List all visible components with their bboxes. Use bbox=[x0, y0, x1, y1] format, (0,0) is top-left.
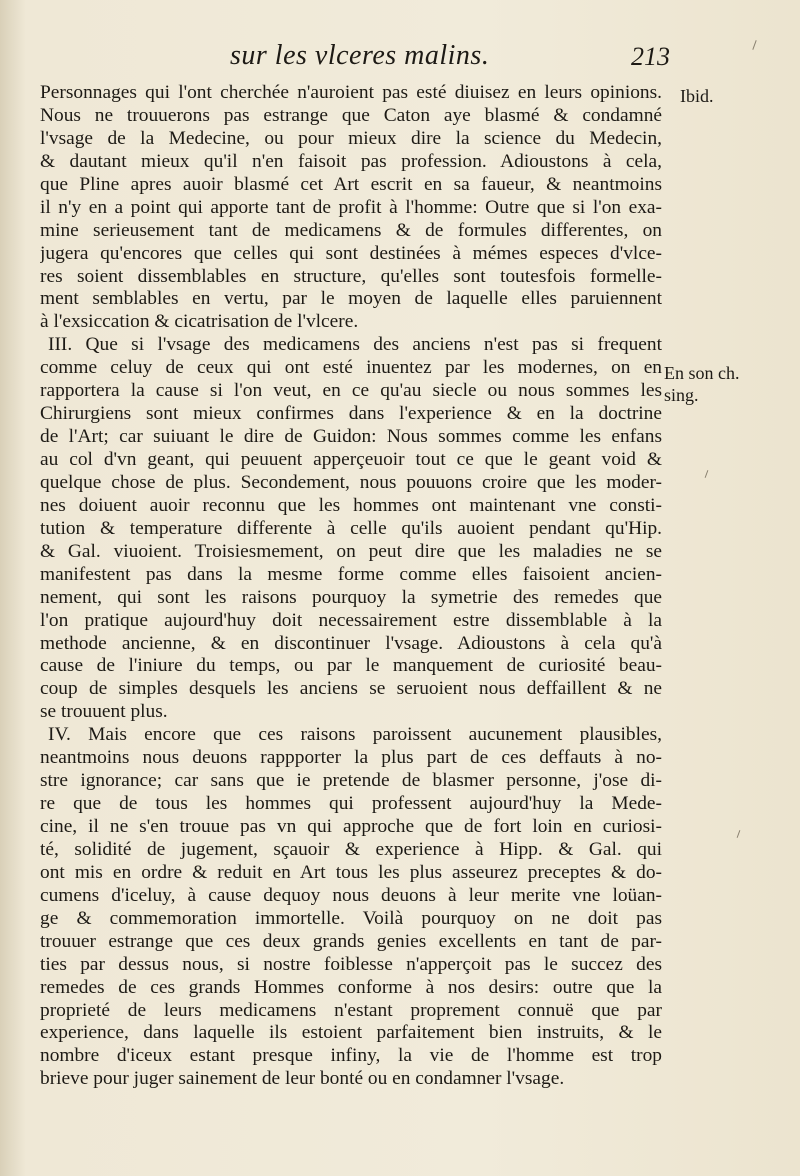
margin-note-en-son-ch bbox=[664, 362, 740, 406]
text-line: l'vsage de la Medecine, ou pour mieux dire la science du Medecin, bbox=[40, 127, 662, 149]
text-line: à l'exsiccation & cicatrisation de l'vlcere. bbox=[40, 311, 359, 333]
text-line: Personnages qui l'ont cherchée n'auroient pas esté diuisez en leurs opinions. bbox=[40, 82, 662, 103]
text-line: III. Que si l'vsage des medicamens des anciens n'est pas si frequent bbox=[48, 334, 662, 356]
text-line: il n'y en a point qui apporte tant de profit à l'homme: Outre que si l'on exa- bbox=[40, 196, 662, 218]
text-line: brieve pour juger sainement de leur bonté ou en condamner l'vsage. bbox=[40, 1068, 565, 1090]
margin-note-ibid: Ibid. bbox=[680, 86, 714, 106]
text-line: ties par dessus nous, si nostre foiblesse n'apperçoit pas le succez des bbox=[40, 953, 662, 975]
text-line: ont mis en ordre & reduit en Art tous les plus asseurez preceptes & do- bbox=[40, 861, 662, 883]
paper-speck bbox=[705, 470, 709, 478]
text-line: proprieté de leurs medicamens n'estant proprement connuë que par bbox=[40, 999, 662, 1021]
text-line: IV. Mais encore que ces raisons paroissent aucunement plausibles, bbox=[48, 724, 662, 746]
text-line: cine, il ne s'en trouue pas vn qui approche que de fort loin en curiosi- bbox=[40, 816, 662, 837]
text-line: nes doiuent auoir reconnu que les hommes ont maintenant vne consti- bbox=[40, 494, 662, 516]
margin-note-line: sing. bbox=[664, 385, 699, 405]
text-line: experience, dans laquelle ils estoient parfaitement bien instruits, & le bbox=[40, 1022, 662, 1044]
text-line: té, solidité de jugement, sçauoir & experience à Hipp. & Gal. qui bbox=[40, 838, 662, 860]
text-line: manifestent pas dans la mesme forme comme elles faisoient ancien- bbox=[40, 563, 662, 585]
text-line: tution & temperature differente à celle qu'ils auoient pendant qu'Hip. bbox=[40, 517, 662, 539]
text-line: cumens d'iceluy, à cause dequoy nous deuons à leur merite vne loüan- bbox=[40, 884, 662, 906]
text-line: nement, qui sont les raisons pourquoy la symetrie des remedes que bbox=[40, 586, 662, 608]
text-line: stre ignorance; car sans que ie pretende de blasmer personne, j'ose di- bbox=[40, 770, 662, 792]
text-line: l'on pratique aujourd'huy doit necessairement estre dissemblable à la bbox=[40, 609, 662, 631]
text-line: mine serieusement tant de medicamens & de formules differentes, on bbox=[40, 219, 662, 241]
text-line: remedes de ces grands Hommes conforme à nos desirs: outre que la bbox=[40, 976, 662, 998]
text-line: quelque chose de plus. Secondement, nous pouuons croire que les moder- bbox=[40, 471, 662, 493]
text-line: & dautant mieux qu'il n'en faisoit pas profession. Adioustons à cela, bbox=[40, 150, 662, 172]
text-line: que Pline apres auoir blasmé cet Art escrit en sa faueur, & neantmoins bbox=[40, 173, 662, 195]
text-line: res soient dissemblables en structure, qu'elles sont toutesfois formelle- bbox=[40, 265, 662, 287]
text-line: & Gal. viuoient. Troisiesmement, on peut dire que les maladies ne se bbox=[40, 540, 662, 562]
text-line: au col d'vn geant, qui peuuent apperçeuoir tout ce que le geant void & bbox=[40, 449, 662, 470]
text-line: methode ancienne, & en discontinuer l'vsage. Adioustons à cela qu'à bbox=[40, 632, 662, 654]
text-line: jugera qu'encores que celles qui sont destinées à mémes especes d'vlce- bbox=[40, 242, 662, 264]
text-line: nombre d'iceux estant presque infiny, la vie de l'homme est trop bbox=[40, 1045, 662, 1067]
text-line: trouuer estrange que ces deux grands genies excellents en tant de par- bbox=[40, 930, 662, 952]
page-number: 213 bbox=[631, 42, 670, 71]
text-line: rapportera la cause si l'on veut, en ce qu'au siecle ou nous sommes les bbox=[40, 380, 662, 402]
margin-note-line: En son ch. bbox=[664, 363, 740, 383]
text-line: comme celuy de ceux qui ont esté inuentez par les modernes, on en bbox=[40, 357, 662, 379]
text-line: coup de simples desquels les anciens se seruoient nous deffaillent & ne bbox=[40, 678, 662, 700]
text-line: Nous ne trouuerons pas estrange que Caton aye blasmé & condamné bbox=[40, 104, 662, 126]
text-line: Chirurgiens sont mieux confirmes dans l'experience & en la doctrine bbox=[40, 403, 662, 425]
text-line: se trouuent plus. bbox=[40, 701, 168, 723]
page-header bbox=[230, 40, 670, 80]
text-line: neantmoins nous deuons rappporter la plus part de ces deffauts à no- bbox=[40, 747, 662, 769]
body-text bbox=[40, 82, 662, 1091]
text-line: ge & commemoration immortelle. Voilà pourquoy on ne doit pas bbox=[40, 907, 662, 929]
text-line: ment semblables en vertu, par le moyen de laquelle elles paruiennent bbox=[40, 288, 662, 310]
paper-speck bbox=[737, 830, 741, 838]
paper-speck bbox=[752, 40, 756, 50]
text-line: de l'Art; car suiuant le dire de Guidon: Nous sommes comme les enfans bbox=[40, 426, 662, 448]
text-line: cause de l'iniure du temps, ou par le manquement de curiosité beau- bbox=[40, 655, 662, 677]
running-title: sur les vlceres malins. bbox=[230, 40, 490, 71]
text-line: re que de tous les hommes qui professent aujourd'huy la Mede- bbox=[40, 793, 662, 815]
